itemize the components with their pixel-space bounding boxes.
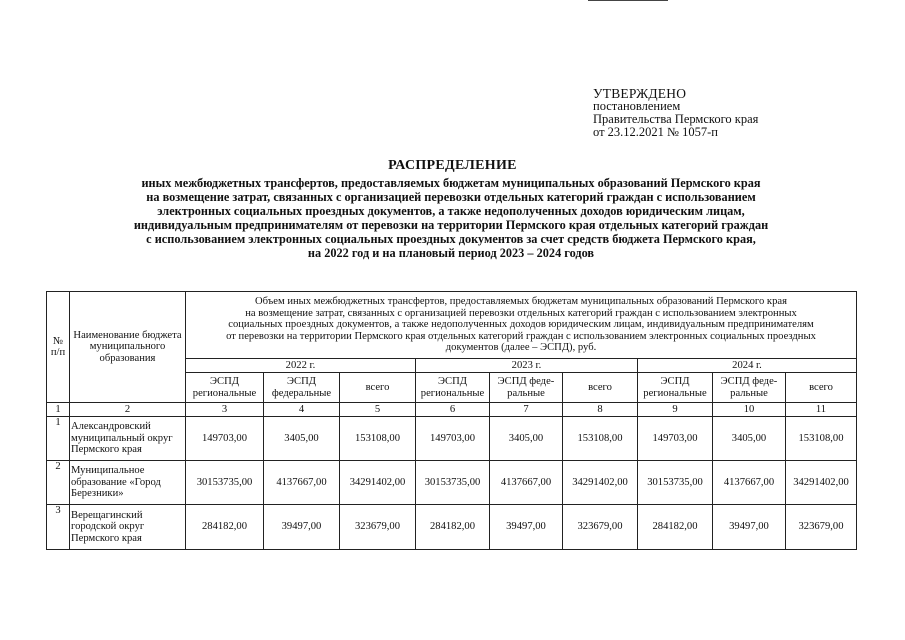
header-subcol: ЭСПД феде-ральные [713,373,786,403]
document-subtitle [40,176,862,260]
header-subcol: ЭСПД феде-ральные [490,373,563,403]
header-volume-line: Объем иных межбюджетных трансфертов, предоставляемых бюджетам муниципальных образований Пермского края [255,296,787,308]
header-name: Наименование бюджета муниципального образования [70,292,186,403]
subtitle-line: с использованием электронных социальных проездных документов за счет средств бюджета Пермского края, [146,232,756,246]
row-value: 149703,00 [638,417,713,461]
header-volume [186,292,857,359]
column-number: 10 [713,403,786,417]
row-value: 4137667,00 [264,461,340,505]
row-value: 30153735,00 [638,461,713,505]
header-subcol: ЭСПД федеральные [264,373,340,403]
row-value: 284182,00 [186,505,264,550]
row-value: 323679,00 [563,505,638,550]
column-number: 9 [638,403,713,417]
approval-line: постановлением [593,99,681,113]
header-rule [588,0,668,1]
row-name: Александровский муниципальный округ Пермского края [70,417,186,461]
approval-stamp [593,87,758,139]
column-number: 11 [786,403,857,417]
row-num: 3 [47,505,70,550]
row-value: 284182,00 [416,505,490,550]
row-value: 3405,00 [713,417,786,461]
row-value: 149703,00 [416,417,490,461]
subtitle-line: иных межбюджетных трансфертов, предоставляемых бюджетам муниципальных образований Пермского края [141,176,761,190]
header-year-2022: 2022 г. [186,359,416,373]
header-volume-line: социальных проездных документов, а также недополученных доходов юридическим лицам, индивидуальным предпринимателям [228,319,814,331]
row-value: 284182,00 [638,505,713,550]
column-number: 4 [264,403,340,417]
table-row [47,505,857,550]
table-row [47,417,857,461]
row-value: 39497,00 [713,505,786,550]
approval-line: Правительства Пермского края [593,112,759,126]
column-number: 8 [563,403,638,417]
column-number: 6 [416,403,490,417]
row-value: 4137667,00 [490,461,563,505]
header-subcol: всего [786,373,857,403]
header-volume-line: на возмещение затрат, связанных с организацией перевозки отдельных категорий граждан с использованием электронных [245,307,797,319]
row-value: 39497,00 [264,505,340,550]
row-value: 30153735,00 [416,461,490,505]
row-value: 153108,00 [786,417,857,461]
row-value: 39497,00 [490,505,563,550]
column-number: 1 [47,403,70,417]
header-year-2023: 2023 г. [416,359,638,373]
row-value: 149703,00 [186,417,264,461]
header-subcol: всего [563,373,638,403]
table-row [47,461,857,505]
column-number: 7 [490,403,563,417]
document-title: РАСПРЕДЕЛЕНИЕ [388,158,517,173]
header-subcol: всего [340,373,416,403]
row-value: 323679,00 [340,505,416,550]
row-num: 1 [47,417,70,461]
header-volume-line: документов (далее – ЭСПД), руб. [445,342,597,354]
column-number: 2 [70,403,186,417]
row-num: 2 [47,461,70,505]
distribution-table [46,291,857,550]
approval-title: УТВЕРЖДЕНО [593,86,687,101]
row-value: 3405,00 [264,417,340,461]
row-value: 30153735,00 [186,461,264,505]
row-name: Верещагинский городской округ Пермского края [70,505,186,550]
row-value: 323679,00 [786,505,857,550]
row-value: 4137667,00 [713,461,786,505]
row-value: 34291402,00 [340,461,416,505]
subtitle-line: на 2022 год и на плановый период 2023 – 2024 годов [307,246,595,260]
row-name: Муниципальное образование «Город Березники» [70,461,186,505]
header-subcol: ЭСПД региональные [416,373,490,403]
row-value: 3405,00 [490,417,563,461]
row-value: 153108,00 [340,417,416,461]
header-subcol: ЭСПД региональные [186,373,264,403]
header-subcol: ЭСПД региональные [638,373,713,403]
header-num: № п/п [47,292,70,403]
row-value: 153108,00 [563,417,638,461]
subtitle-line: индивидуальным предпринимателям от перевозки на территории Пермского края отдельных категорий граждан [133,218,769,232]
column-number: 5 [340,403,416,417]
row-value: 34291402,00 [563,461,638,505]
row-value: 34291402,00 [786,461,857,505]
column-number: 3 [186,403,264,417]
subtitle-line: электронных социальных проездных документов, а также недополученных доходов юридическим лицам, [157,204,745,218]
header-year-2024: 2024 г. [638,359,857,373]
approval-line: от 23.12.2021 № 1057-п [593,125,718,139]
subtitle-line: на возмещение затрат, связанных с организацией перевозки отдельных категорий граждан с использованием [146,190,756,204]
header-volume-line: от перевозки на территории Пермского края отдельных категорий граждан с использованием электронных социальных проездных [226,330,816,342]
